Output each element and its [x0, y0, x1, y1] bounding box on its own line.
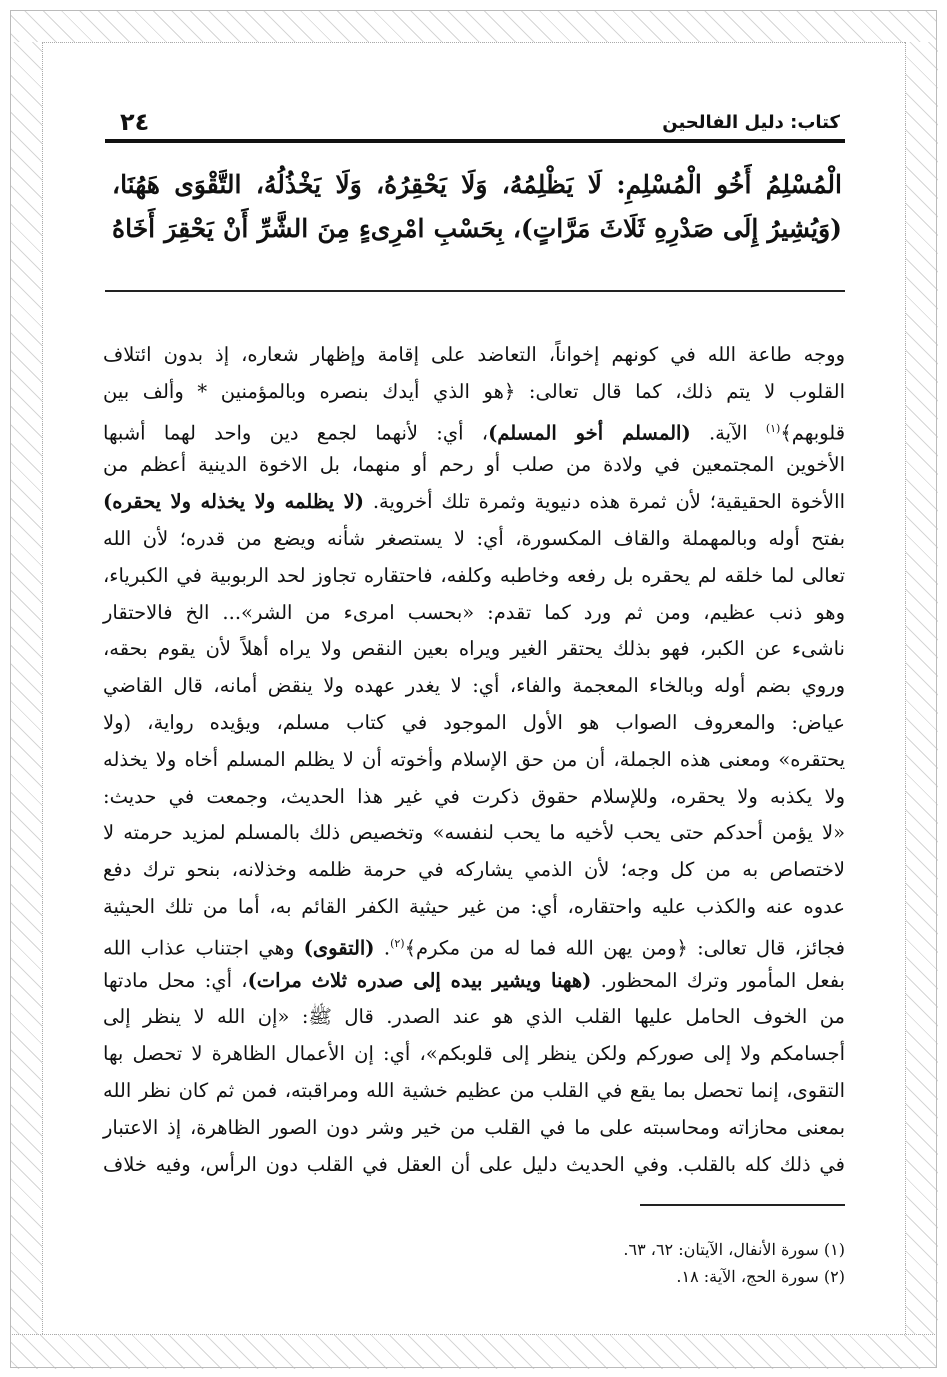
- text-line: [103, 595, 845, 632]
- text-segment: ناشىء عن الكبر، فهو بذلك يحتقر الغير ويراه بعين النقص ولا يراه أهلاً لأن يقوم بحقه،: [103, 637, 845, 661]
- text-line: [103, 926, 845, 963]
- header-rule: [105, 139, 845, 143]
- text-segment: فجائز، قال تعالى: ﴿ومن يهن الله فما له من مكرم﴾: [404, 936, 845, 960]
- text-segment: الآية.: [690, 421, 766, 445]
- text-line: [103, 705, 845, 742]
- text-segment: عياض: والمعروف الصواب هو الأول الموجود في كتاب مسلم، ويؤيده رواية، (ولا: [103, 710, 845, 734]
- text-line: [103, 374, 845, 411]
- text-line: [103, 999, 845, 1036]
- page-number: ٢٤: [120, 108, 150, 136]
- text-line: [103, 1110, 845, 1147]
- bold-matn-quote: (ههنا ويشير بيده إلى صدره ثلاث مرات): [247, 968, 592, 992]
- bold-matn-quote: (المسلم أخو المسلم): [488, 421, 691, 445]
- text-line: [103, 631, 845, 668]
- text-line: [103, 815, 845, 852]
- text-line: [103, 668, 845, 705]
- footnotes: [623, 1236, 845, 1290]
- text-segment: ، أي: لأنهما لجمع دين واحد لهما أشبها: [103, 421, 489, 445]
- text-segment: تعالى لما خلقه لم يحقره بل رفعه وخاطبه وكلفه، فاحتقاره تجاوز لحد الربوبية في الكبرياء،: [103, 563, 845, 587]
- text-line: [103, 1036, 845, 1073]
- footnote-2: (٢) سورة الحج، الآية: ١٨.: [676, 1267, 845, 1286]
- text-segment: بمعنى محازاته ومحاسبته على ما في القلب من خير وشر دون الصور الظاهرة، إذ الاعتبار: [103, 1115, 845, 1139]
- footnote-rule: [640, 1204, 845, 1206]
- text-line: [103, 1073, 845, 1110]
- text-segment: التقوى، إنما تحصل بما يقع في القلب من عظيم خشية الله ومراقبته، فمن ثم كان نظر الله: [103, 1078, 845, 1102]
- footnote-ref: (٢): [390, 936, 405, 950]
- text-segment: من الخوف الحامل عليها القلب الذي هو عند الصدر. قال ﷺ: «إن الله لا ينظر إلى: [103, 1005, 845, 1029]
- text-line: [103, 521, 845, 558]
- footnote-ref: (١): [765, 421, 781, 435]
- text-line: [103, 447, 845, 484]
- text-segment: بفتح أوله وبالمهملة والقاف المكسورة، أي: لا يستصغر شأنه ويضع من قدره؛ لأن الله: [103, 526, 845, 550]
- text-line: [103, 963, 845, 1000]
- text-line: [103, 852, 845, 889]
- text-line: [103, 411, 845, 448]
- text-line: [103, 558, 845, 595]
- text-segment: وروي بضم أوله وبالخاء المعجمة والفاء، أي: لا يغدر عهده ولا ينقض أمانه، قال القاضي: [103, 674, 845, 698]
- hadith-line: الْمُسْلِمُ أَخُو الْمُسْلِمِ: لَا يَظْلِمُهُ، وَلَا يَحْقِرُهُ، وَلَا يَخْذُلُهُ، التَّقْوَى هَهُنَا،: [112, 170, 842, 199]
- text-segment: يحتقره» ومعنى هذه الجملة، أن من حق الإسلام وأخوته أن لا يظلم المسلم أخاه ولا يخذله: [103, 747, 845, 771]
- text-line: [103, 742, 845, 779]
- text-segment: وهو ذنب عظيم، ومن ثم ورد كما تقدم: «بحسب امرىء من الشر»... الخ فالاحتقار: [103, 600, 845, 624]
- hadith-divider: [105, 290, 845, 292]
- text-line: [103, 337, 845, 374]
- text-line: [103, 889, 845, 926]
- text-segment: لاختصاص به من كل وجه؛ لأن الذمي يشاركه في حرمة ظلمه وخذلانه، بنحو ترك دفع: [103, 858, 845, 882]
- commentary-text: [103, 337, 845, 1183]
- text-segment: ولا يكذبه ولا يحقره، وللإسلام حقوق ذكرت في غير هذا الحديث، وجمعت في حديث:: [103, 784, 845, 808]
- page-header: [105, 110, 845, 138]
- text-segment: عدوه عنه والكذب عليه واحتقاره، أي: من غير حيثية الكفر القائم به، أما من تلك الحيثية: [103, 894, 845, 918]
- text-line: [103, 1147, 845, 1184]
- text-segment: ، أي: محل مادتها: [103, 968, 248, 992]
- text-segment: في ذلك كله بالقلب. وفي الحديث دليل على أن العقل في القلب دون الرأس، وفيه خلاف: [103, 1152, 845, 1176]
- text-segment: بفعل المأمور وترك المحظور.: [591, 968, 845, 992]
- footnote-1: (١) سورة الأنفال، الآيتان: ٦٢، ٦٣.: [623, 1240, 845, 1259]
- hadith-line: (وَيُشِيرُ إِلَى صَدْرِهِ ثَلَاثَ مَرَّاتٍ)، بِحَسْبِ امْرِىءٍ مِنَ الشَّرِّ أَنْ يَحْقِرَ أَخَاهُ: [112, 214, 842, 243]
- running-title: كتاب: دليل الفالحين: [662, 112, 840, 133]
- text-segment: القلوب لا يتم ذلك، كما قال تعالى: ﴿هو الذي أيدك بنصره وبالمؤمنين * وألف بين: [103, 379, 845, 403]
- text-segment: «لا يؤمن أحدكم حتى يحب لأخيه ما يحب لنفسه» وتخصيص ذلك بالمسلم لمزيد حرمته لا: [103, 821, 845, 845]
- text-segment: ووجه طاعة الله في كونهم إخواناً، التعاضد على إقامة وإظهار شعاره، إذ بدون ائتلاف: [103, 343, 845, 366]
- bold-matn-quote: (التقوى): [303, 936, 375, 960]
- text-segment: االأخوة الحقيقية؛ لأن ثمرة هذه دنيوية وثمرة تلك أخروية.: [363, 490, 845, 514]
- text-segment: قلوبهم﴾: [780, 421, 846, 445]
- text-line: [103, 779, 845, 816]
- text-segment: الأخوين المجتمعين في ولادة من صلب أو رحم أو منهما، بل الاخوة الدينية أعظم من: [103, 453, 845, 477]
- text-segment: .: [374, 936, 391, 960]
- bold-matn-quote: (لا يظلمه ولا يخذله ولا يحقره): [103, 490, 364, 514]
- text-segment: أجسامكم ولا إلى صوركم ولكن ينظر إلى قلوبكم»، أي: إن الأعمال الظاهرة لا تحصل بها: [103, 1042, 845, 1066]
- text-segment: وهي اجتناب عذاب الله: [103, 936, 304, 960]
- text-line: [103, 484, 845, 521]
